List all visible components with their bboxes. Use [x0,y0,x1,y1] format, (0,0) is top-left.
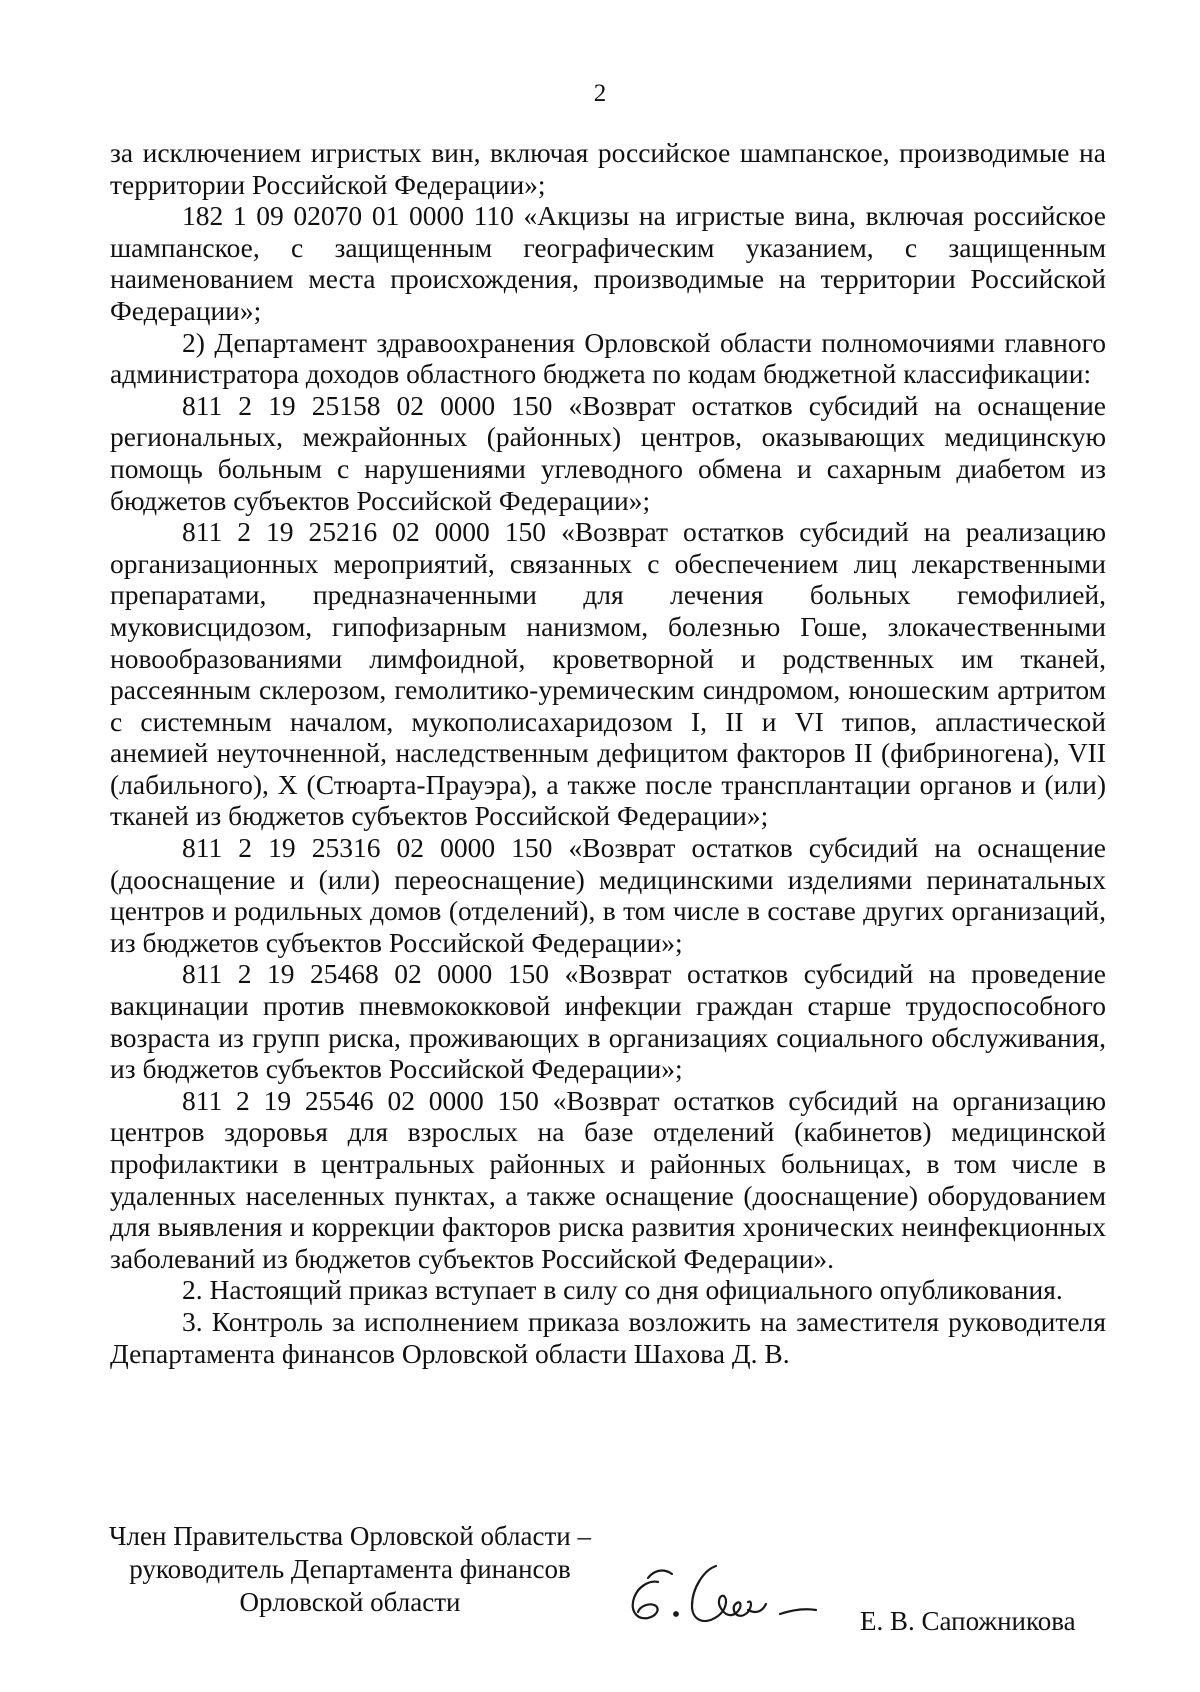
signer-title-line: руководитель Департамента финансов [129,1554,571,1584]
paragraph: 2) Департамент здравоохранения Орловской области полномочиями главного администратора доходов областного бюджета по кодам бюджетной классификации: [110,326,1106,390]
signer-name: Е. В. Сапожникова [860,1606,1076,1636]
paragraph: за исключением игристых вин, включая российское шампанское, производимые на территории Российской Федерации»; [110,137,1106,200]
signer-title-line: Член Правительства Орловской области – [108,1521,591,1551]
page-number: 2 [593,80,607,107]
paragraph: 182 1 09 02070 01 0000 110 «Акцизы на игристые вина, включая российское шампанское, с защищенным географическим указанием, с защищенным наименованием места происхождения, производимые на территории Российской Федерации»; [110,200,1106,326]
signature-block [0,1520,1200,1640]
paragraph: 811 2 19 25216 02 0000 150 «Возврат остатков субсидий на реализацию организационных мероприятий, связанных с обеспечением лиц лекарственными препаратами, предназначенными для лечения больных гемофилией, муковисцидозом, гипофизарным нанизмом, болезнью Гоше, злокачественными новообразованиями лимфоидной, кроветворной и родственных им тканей, рассеянным склерозом, гемолитико-уремическим синдромом, юношеским артритом с системным началом, мукополисахаридозом I, II и VI типов, апластической анемией неуточненной, наследственным дефицитом факторов II (фибриногена), VII (лабильного), X (Стюарта-Прауэра), а также после трансплантации органов и (или) тканей из бюджетов субъектов Российской Федерации»; [110,516,1106,832]
handwritten-signature [620,1540,850,1640]
paragraph: 811 2 19 25316 02 0000 150 «Возврат остатков субсидий на оснащение (дооснащение и (или) переоснащение) медицинскими изделиями перинатальных центров и родильных домов (отделений), в том числе в составе других организаций, из бюджетов субъектов Российской Федерации»; [110,832,1106,958]
paragraph: 811 2 19 25468 02 0000 150 «Возврат остатков субсидий на проведение вакцинации против пневмококковой инфекции граждан старше трудоспособного возраста из групп риска, проживающих в организациях социального обслуживания, из бюджетов субъектов Российской Федерации»; [110,958,1106,1085]
paragraph: 2. Настоящий приказ вступает в силу со дня официального опубликования. [182,1274,1063,1306]
signer-title [80,1520,620,1619]
paragraph: 811 2 19 25158 02 0000 150 «Возврат остатков субсидий на оснащение региональных, межрайонных (районных) центров, оказывающих медицинскую помощь больным с нарушениями углеводного обмена и сахарным диабетом из бюджетов субъектов Российской Федерации»; [110,389,1106,516]
paragraph: 3. Контроль за исполнением приказа возложить на заместителя руководителя Департамента финансов Орловской области Шахова Д. В. [110,1305,1106,1369]
signer-title-line: Орловской области [239,1587,461,1617]
document-body [110,137,1106,1369]
paragraph: 811 2 19 25546 02 0000 150 «Возврат остатков субсидий на организацию центров здоровья для взрослых на базе отделений (кабинетов) медицинской профилактики в центральных районных и районных больницах, в том числе в удаленных населенных пунктах, а также оснащение (дооснащение) оборудованием для выявления и коррекции факторов риска развития хронических неинфекционных заболеваний из бюджетов субъектов Российской Федерации». [110,1084,1106,1274]
